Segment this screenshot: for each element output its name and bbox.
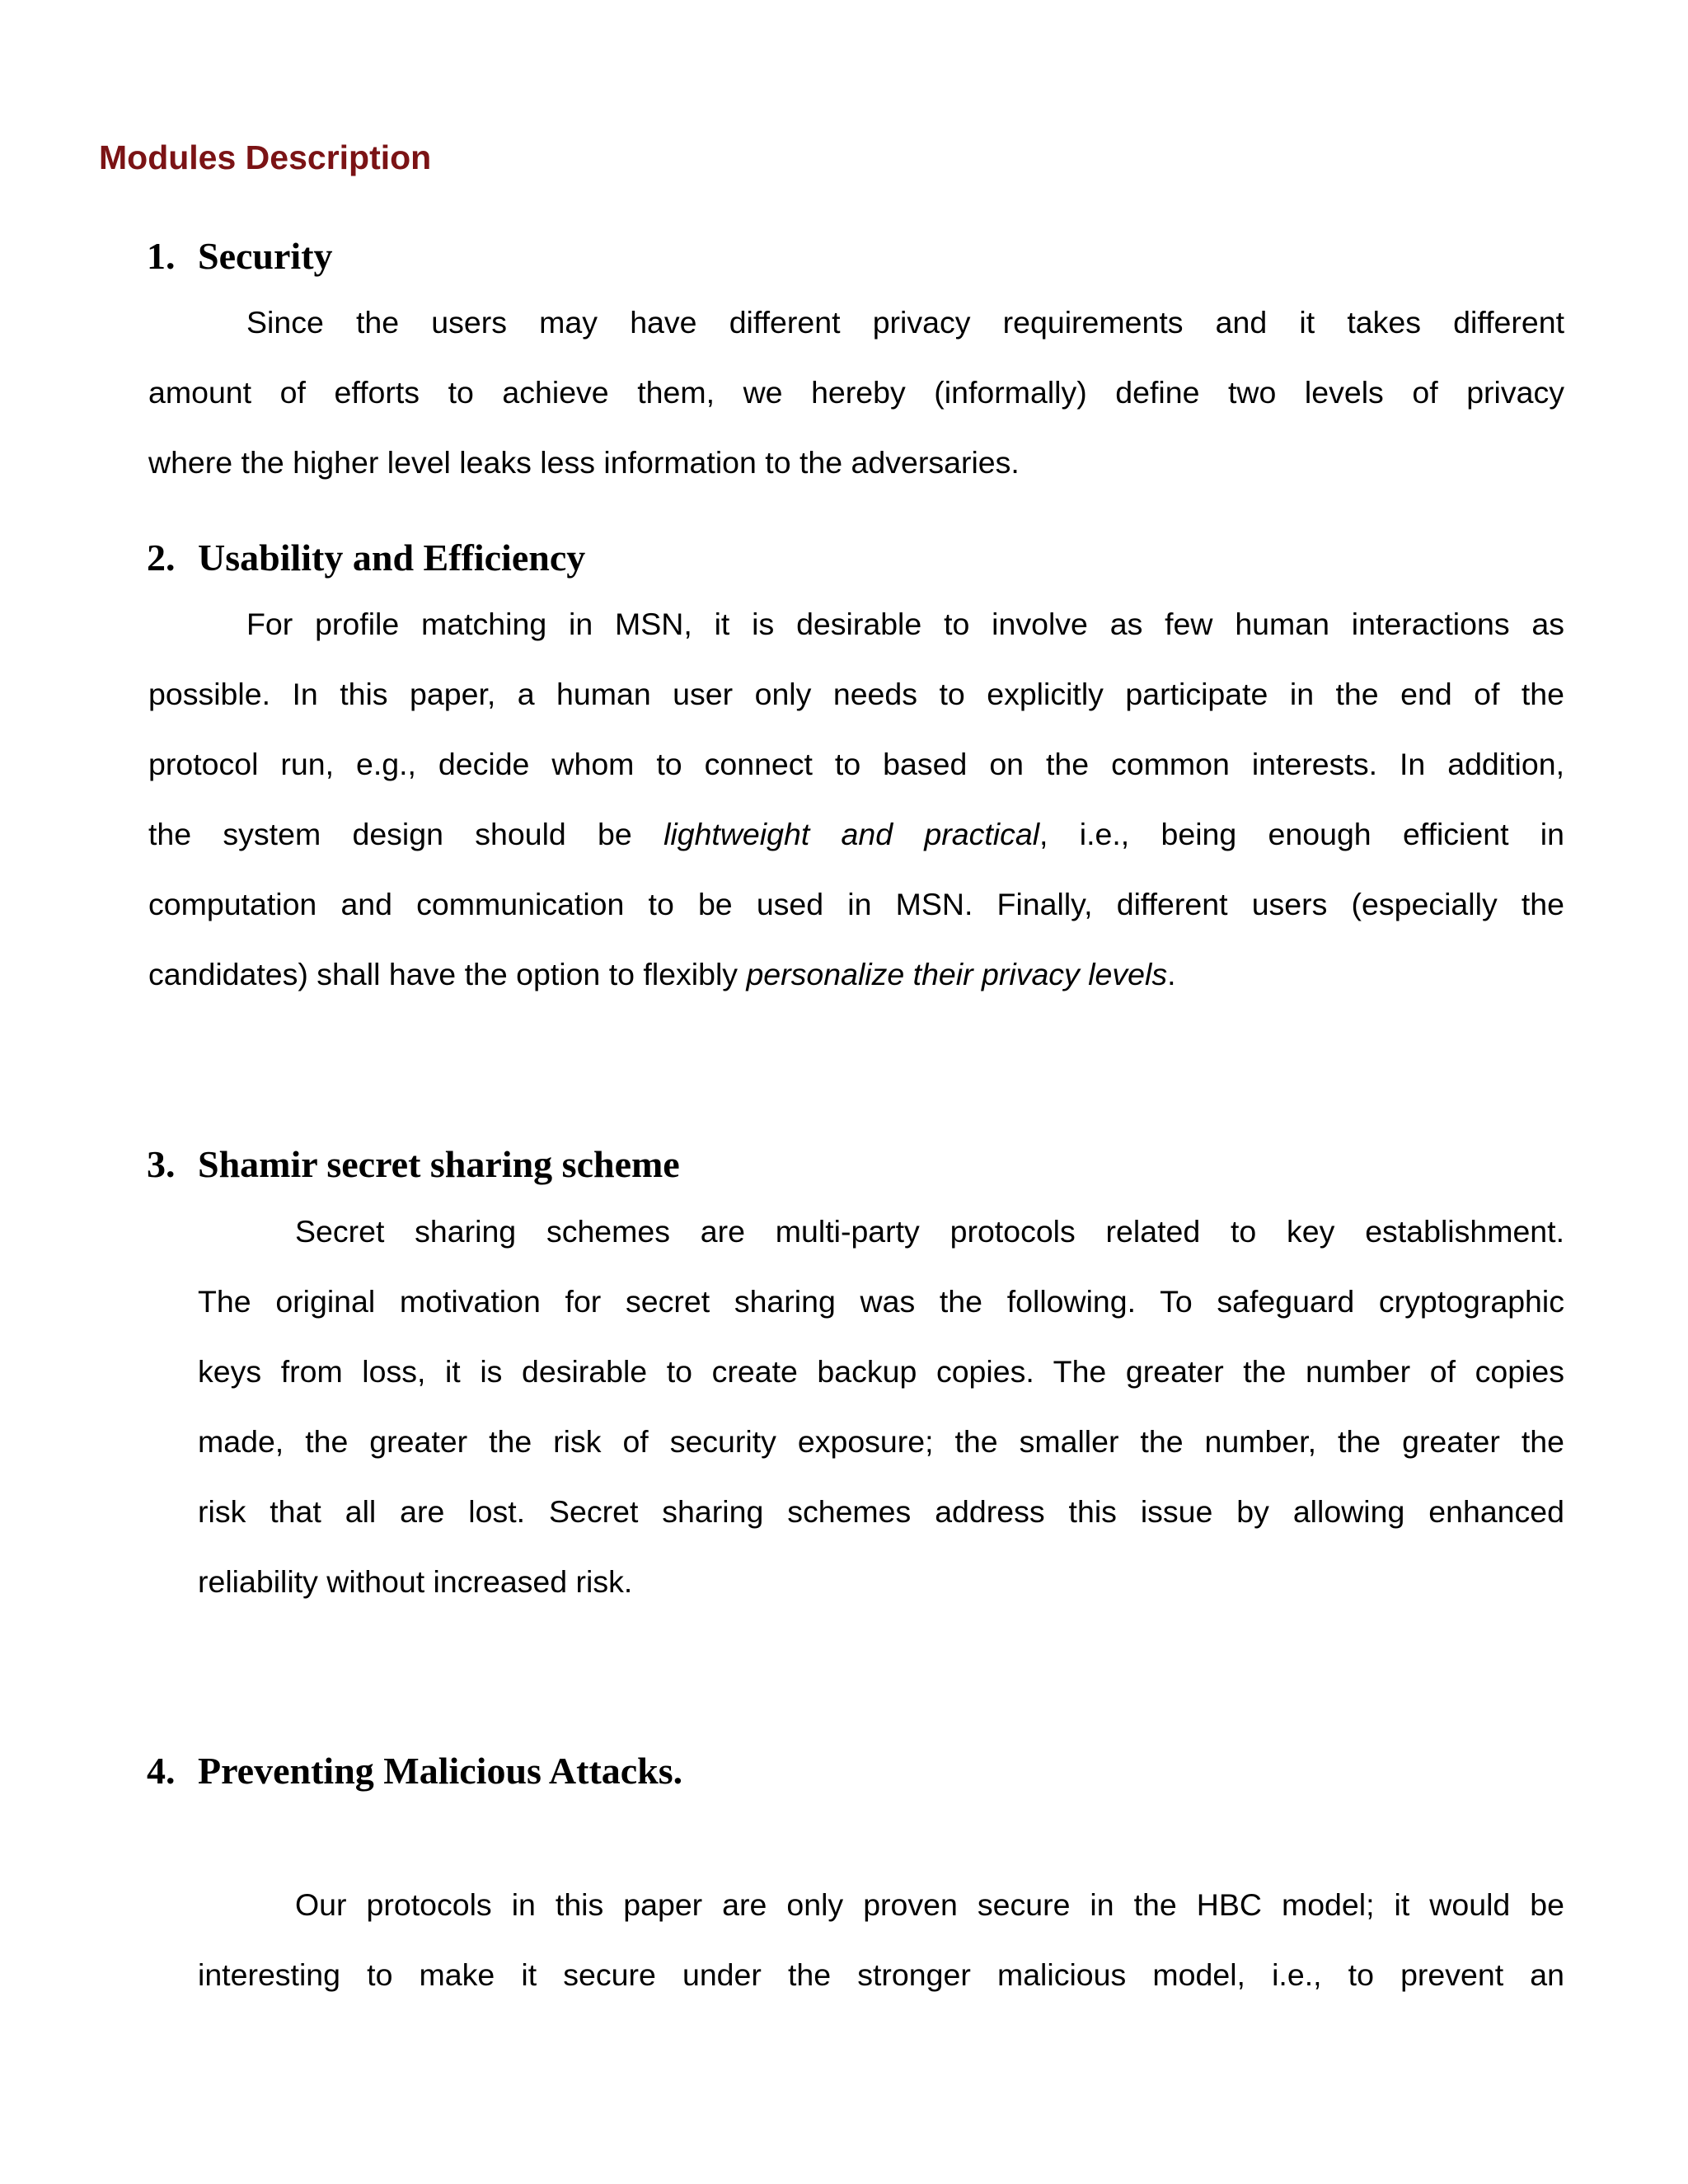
section-1-paragraph	[148, 288, 1564, 498]
section-2-number: 2.	[147, 537, 176, 579]
emphasis-text: personalize their privacy levels	[746, 957, 1168, 991]
line-text: , i.e., being enough efficient in	[1039, 817, 1564, 851]
paragraph-line: Our protocols in this paper are only proven secure in the HBC model; it would be	[295, 1887, 1564, 1922]
paragraph-line: Since the users may have different privacy requirements and it takes different	[246, 305, 1564, 340]
section-2-title-text: Usability and Efficiency	[198, 537, 586, 579]
paragraph-line	[148, 799, 1564, 869]
paragraph-line: keys from loss, it is desirable to create backup copies. The greater the number of copies	[198, 1354, 1564, 1389]
section-3-title	[147, 1140, 680, 1189]
line-text: candidates) shall have the option to flexibly	[148, 957, 747, 991]
page-title: Modules Description	[99, 138, 432, 176]
paragraph-line: Secret sharing schemes are multi-party protocols related to key establishment.	[295, 1214, 1564, 1249]
paragraph-line	[148, 940, 1564, 1010]
paragraph-line: The original motivation for secret sharing was the following. To safeguard cryptographic	[198, 1284, 1564, 1319]
section-4-number: 4.	[147, 1750, 176, 1792]
section-3-paragraph	[198, 1197, 1564, 1617]
paragraph-line: made, the greater the risk of security exposure; the smaller the number, the greater the	[198, 1424, 1564, 1459]
section-2-title	[147, 533, 585, 583]
paragraph-line: protocol run, e.g., decide whom to connect to based on the common interests. In addition,	[148, 747, 1564, 781]
paragraph-line: possible. In this paper, a human user only needs to explicitly participate in the end of the	[148, 677, 1564, 711]
paragraph-line: reliability without increased risk.	[198, 1564, 633, 1599]
line-text: the system design should be	[148, 817, 664, 851]
section-1-title	[147, 232, 333, 281]
emphasis-text: lightweight and practical	[663, 817, 1040, 851]
section-1-title-text: Security	[198, 235, 333, 277]
section-3-title-text: Shamir secret sharing scheme	[198, 1143, 680, 1185]
paragraph-line: where the higher level leaks less information to the adversaries.	[148, 445, 1020, 480]
line-text: .	[1167, 957, 1176, 991]
section-4-title-text: Preventing Malicious Attacks.	[198, 1750, 683, 1792]
section-2-paragraph	[148, 589, 1564, 1010]
paragraph-line: risk that all are lost. Secret sharing schemes address this issue by allowing enhanced	[198, 1494, 1564, 1529]
section-4-paragraph	[198, 1870, 1564, 2010]
paragraph-line: interesting to make it secure under the stronger malicious model, i.e., to prevent an	[198, 1957, 1564, 1992]
section-3-number: 3.	[147, 1143, 176, 1185]
section-4-title	[147, 1746, 682, 1796]
paragraph-line: For profile matching in MSN, it is desirable to involve as few human interactions as	[246, 607, 1564, 641]
paragraph-line: amount of efforts to achieve them, we hereby (informally) define two levels of privacy	[148, 375, 1564, 410]
section-1-number: 1.	[147, 235, 176, 277]
paragraph-line: computation and communication to be used in MSN. Finally, different users (especially the	[148, 887, 1564, 921]
